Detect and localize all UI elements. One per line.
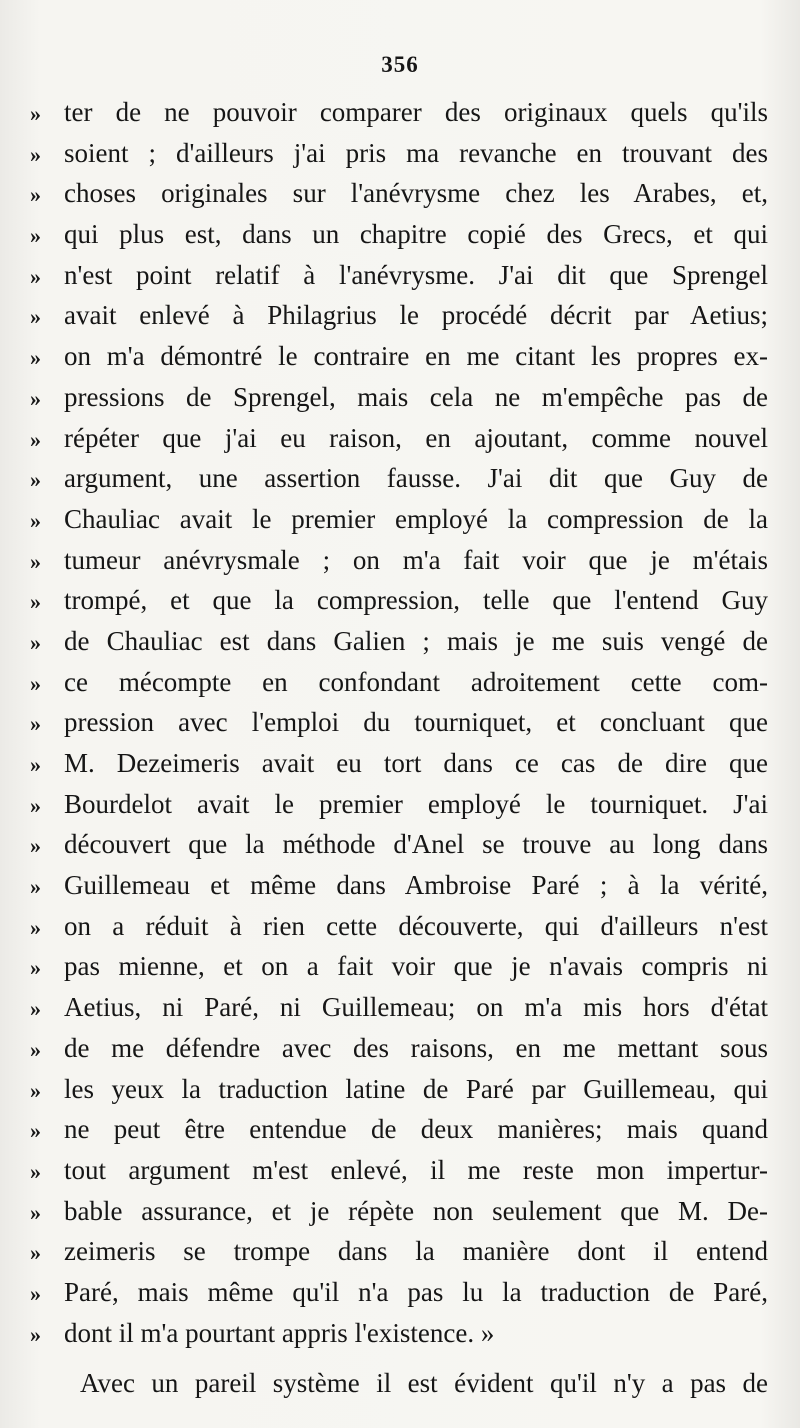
text-line xyxy=(30,1150,768,1191)
line-text: pas mienne, et on a fait voir que je n'avais compris ni xyxy=(64,951,768,982)
quote-mark: » xyxy=(30,914,41,940)
line-text: n'est point relatif à l'anévrysme. J'ai dit que Sprengel xyxy=(64,259,768,290)
quote-mark: » xyxy=(30,996,41,1022)
final-line-text: Avec un pareil système il est évident qu'il n'y a pas de xyxy=(80,1368,768,1399)
text-line xyxy=(30,865,768,906)
quote-mark: » xyxy=(30,385,41,411)
quote-mark: » xyxy=(30,141,41,167)
quote-mark: » xyxy=(30,1118,41,1144)
text-line xyxy=(30,377,768,418)
line-text: répéter que j'ai eu raison, en ajoutant, comme nouvel xyxy=(64,422,768,453)
quote-mark: » xyxy=(30,467,41,493)
text-line xyxy=(30,499,768,540)
line-text: tout argument m'est enlevé, il me reste mon impertur- xyxy=(64,1154,768,1185)
text-line xyxy=(30,92,768,133)
line-text: les yeux la traduction latine de Paré par Guillemeau, qui xyxy=(64,1073,768,1104)
line-text: ne peut être entendue de deux manières; mais quand xyxy=(64,1114,768,1145)
quote-mark: » xyxy=(30,629,41,655)
text-line xyxy=(30,1272,768,1313)
quote-mark: » xyxy=(30,548,41,574)
text-line xyxy=(30,946,768,987)
quote-mark: » xyxy=(30,1036,41,1062)
quote-mark: » xyxy=(30,345,41,371)
line-text: découvert que la méthode d'Anel se trouve au long dans xyxy=(64,829,768,860)
text-line xyxy=(30,702,768,743)
line-text: Guillemeau et même dans Ambroise Paré ; à la vérité, xyxy=(64,870,768,901)
line-text: Bourdelot avait le premier employé le tourniquet. J'ai xyxy=(64,788,768,819)
text-line xyxy=(30,458,768,499)
text-line xyxy=(30,133,768,174)
line-text: Chauliac avait le premier employé la compression de la xyxy=(64,503,768,534)
quote-mark: » xyxy=(30,426,41,452)
line-text: trompé, et que la compression, telle que l'entend Guy xyxy=(64,585,768,616)
line-text: ter de ne pouvoir comparer des originaux quels qu'ils xyxy=(64,97,768,127)
text-line xyxy=(30,1069,768,1110)
quote-mark: » xyxy=(30,1280,41,1306)
line-text: soient ; d'ailleurs j'ai pris ma revanche en trouvant des xyxy=(64,137,768,168)
quote-mark: » xyxy=(30,1240,41,1266)
text-line xyxy=(30,743,768,784)
paragraph-line xyxy=(30,1363,768,1404)
line-text: zeimeris se trompe dans la manière dont il entend xyxy=(64,1236,768,1267)
line-text: bable assurance, et je répète non seulement que M. De- xyxy=(64,1195,768,1226)
quote-mark: » xyxy=(30,1077,41,1103)
text-line xyxy=(30,418,768,459)
text-line xyxy=(30,906,768,947)
line-text: de me défendre avec des raisons, en me mettant sous xyxy=(64,1032,768,1063)
text-line xyxy=(30,987,768,1028)
line-text: argument, une assertion fausse. J'ai dit que Guy de xyxy=(64,463,768,494)
text-line xyxy=(30,1231,768,1272)
text-line xyxy=(30,336,768,377)
text-line xyxy=(30,621,768,662)
text-line xyxy=(30,173,768,214)
quote-mark: » xyxy=(30,792,41,818)
quote-mark: » xyxy=(30,507,41,533)
text-line xyxy=(30,295,768,336)
line-text: qui plus est, dans un chapitre copié des Grecs, et qui xyxy=(64,219,768,250)
line-text: dont il m'a pourtant appris l'existence. » xyxy=(64,1317,495,1348)
quote-mark: » xyxy=(30,1158,41,1184)
line-text: on m'a démontré le contraire en me citant les propres ex- xyxy=(64,341,768,372)
quote-mark: » xyxy=(30,955,41,981)
text-line xyxy=(30,1313,768,1354)
text-line xyxy=(30,1191,768,1232)
quote-mark: » xyxy=(30,589,41,615)
line-text: tumeur anévrysmale ; on m'a fait voir que je m'étais xyxy=(64,544,768,575)
quote-mark: » xyxy=(30,223,41,249)
quote-mark: » xyxy=(30,304,41,330)
text-line xyxy=(30,214,768,255)
page-number: 356 xyxy=(381,52,419,77)
line-text: de Chauliac est dans Galien ; mais je me suis vengé de xyxy=(64,625,768,656)
text-line xyxy=(30,540,768,581)
line-text: avait enlevé à Philagrius le procédé décrit par Aetius; xyxy=(64,300,768,331)
quote-mark: » xyxy=(30,752,41,777)
line-text: pression avec l'emploi du tourniquet, et concluant que xyxy=(64,707,768,738)
text-line xyxy=(30,784,768,825)
quote-mark: » xyxy=(30,833,41,859)
line-text: pressions de Sprengel, mais cela ne m'empêche pas de xyxy=(64,381,768,412)
quote-mark: » xyxy=(30,101,41,126)
line-text: M. Dezeimeris avait eu tort dans ce cas de dire que xyxy=(64,748,768,778)
quote-mark: » xyxy=(30,711,41,737)
quote-mark: » xyxy=(30,182,41,208)
text-line xyxy=(30,824,768,865)
text-line xyxy=(30,662,768,703)
quote-mark: » xyxy=(30,874,41,900)
text-line xyxy=(30,255,768,296)
page-body xyxy=(30,92,768,1404)
quote-mark: » xyxy=(30,670,41,696)
line-text: choses originales sur l'anévrysme chez les Arabes, et, xyxy=(64,178,768,209)
quote-mark: » xyxy=(30,1321,41,1347)
line-text: ce mécompte en confondant adroitement cette com- xyxy=(64,666,768,697)
line-text: Aetius, ni Paré, ni Guillemeau; on m'a mis hors d'état xyxy=(64,992,768,1023)
line-text: on a réduit à rien cette découverte, qui d'ailleurs n'est xyxy=(64,910,768,941)
quote-mark: » xyxy=(30,1199,41,1225)
text-line xyxy=(30,1028,768,1069)
text-line xyxy=(30,1109,768,1150)
text-line xyxy=(30,580,768,621)
quote-mark: » xyxy=(30,263,41,289)
line-text: Paré, mais même qu'il n'a pas lu la traduction de Paré, xyxy=(64,1276,768,1307)
